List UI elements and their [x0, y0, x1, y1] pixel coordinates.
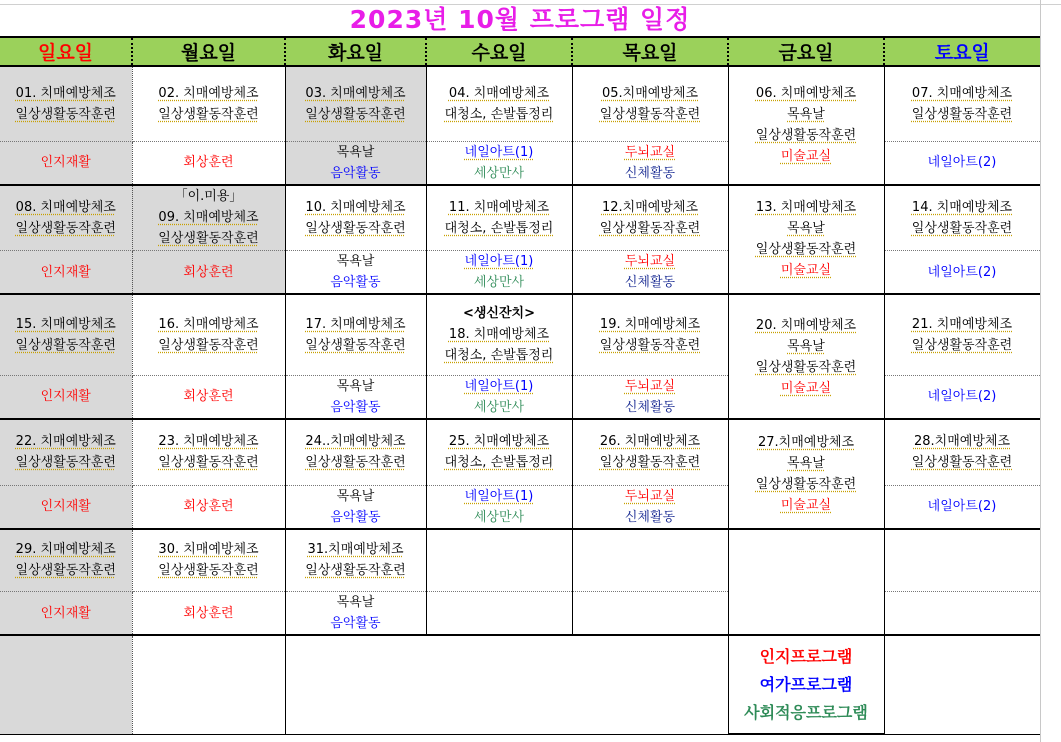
day-5-line1: 05.치매예방체조 — [601, 85, 699, 101]
day-12-line2: 일상생활동작훈련 — [599, 220, 701, 236]
header-tuesday: 화요일 — [285, 37, 426, 66]
day-1-program: 인지재활 — [40, 155, 91, 170]
day-30-cell — [132, 529, 285, 592]
day-17-program-2: 음악활동 — [330, 399, 381, 415]
day-17-line1: 17. 치매예방체조 — [305, 316, 406, 332]
empty-cell — [572, 529, 728, 592]
day-18-cell — [426, 294, 572, 375]
day-13-line3: 일상생활동작훈련 — [755, 242, 857, 258]
day-7-program-cell — [884, 141, 1040, 185]
day-8-line2: 일상생활동작훈련 — [15, 220, 116, 236]
week-2-activities-row — [0, 185, 1040, 251]
day-25-cell — [426, 419, 572, 485]
day-25-line2: 대청소, 손발톱정리 — [444, 455, 554, 471]
day-13-line2: 목욕날 — [787, 221, 825, 237]
day-22-cell — [0, 419, 132, 485]
day-12-program-cell — [572, 251, 728, 295]
header-sunday: 일요일 — [0, 37, 132, 66]
day-10-program-1: 목욕날 — [336, 254, 375, 269]
legend-empty-cell — [0, 635, 132, 734]
day-24-program-1: 목욕날 — [336, 488, 375, 504]
day-2-cell — [132, 66, 285, 141]
header-friday: 금요일 — [728, 37, 884, 66]
day-9-program-cell — [132, 251, 285, 295]
day-16-program-cell — [132, 375, 285, 419]
legend-leisure: 여가프로그램 — [759, 674, 853, 694]
day-22-line2: 일상생활동작훈련 — [15, 455, 116, 471]
day-19-line1: 19. 치매예방체조 — [599, 316, 701, 332]
day-25-program-cell — [426, 485, 572, 529]
legend-row — [0, 635, 1040, 734]
day-2-line2: 일상생활동작훈련 — [158, 106, 259, 122]
day-28-program-cell — [884, 485, 1040, 529]
day-14-cell — [884, 185, 1040, 251]
day-18-program-1: 네일아트(1) — [464, 378, 534, 394]
day-13-cell — [728, 185, 884, 295]
day-28-cell — [884, 419, 1040, 485]
empty-cell — [884, 592, 1040, 636]
day-30-line1: 30. 치매예방체조 — [158, 542, 259, 558]
day-26-line2: 일상생활동작훈련 — [599, 455, 701, 471]
week-5-programs-row — [0, 592, 1040, 636]
header-thursday: 목요일 — [572, 37, 728, 66]
day-21-program-cell — [884, 375, 1040, 419]
day-27-line3: 일상생활동작훈련 — [755, 476, 857, 492]
day-18-program-2: 세상만사 — [473, 399, 525, 415]
day-20-program: 미술교실 — [780, 380, 832, 396]
day-3-line1: 03. 치매예방체조 — [305, 85, 406, 101]
day-31-cell — [285, 529, 426, 592]
day-24-line2: 일상생활동작훈련 — [305, 455, 406, 471]
day-4-program-cell — [426, 141, 572, 185]
day-15-program-cell — [0, 375, 132, 419]
day-15-cell — [0, 294, 132, 375]
day-14-line1: 14. 치매예방체조 — [911, 199, 1013, 215]
day-31-line2: 일상생활동작훈련 — [305, 563, 406, 579]
day-29-program-cell — [0, 592, 132, 636]
day-18-line2: 대청소, 손발톱정리 — [444, 348, 554, 364]
day-11-line1: 11. 치매예방체조 — [448, 199, 550, 215]
day-23-cell — [132, 419, 285, 485]
day-25-line1: 25. 치매예방체조 — [448, 434, 550, 450]
day-19-program-2: 신체활동 — [624, 399, 676, 415]
day-31-program-cell — [285, 592, 426, 636]
day-14-line2: 일상생활동작훈련 — [911, 220, 1013, 236]
day-12-cell — [572, 185, 728, 251]
day-11-program-cell — [426, 251, 572, 295]
day-26-program-1: 두뇌교실 — [624, 488, 676, 504]
day-18-event: <생신잔치> — [462, 306, 536, 322]
day-11-program-2: 세상만사 — [473, 275, 525, 290]
day-2-program-cell — [132, 141, 285, 185]
header-monday: 월요일 — [132, 37, 285, 66]
day-31-line1: 31.치매예방체조 — [307, 542, 404, 558]
day-17-program-cell — [285, 375, 426, 419]
day-16-line2: 일상생활동작훈련 — [158, 337, 259, 353]
week-4-activities-row — [0, 419, 1040, 485]
day-9-event: 「이.미용」 — [174, 189, 243, 205]
day-6-line2: 목욕날 — [787, 107, 825, 123]
day-28-line1: 28.치매예방체조 — [913, 434, 1011, 450]
day-23-program: 회상훈련 — [183, 499, 234, 514]
day-9-line1: 09. 치매예방체조 — [158, 210, 259, 226]
day-31-program-1: 목욕날 — [336, 595, 375, 610]
legend-empty-cell — [132, 635, 285, 734]
header-saturday: 토요일 — [884, 37, 1040, 66]
header-wednesday: 수요일 — [426, 37, 572, 66]
day-10-program-cell — [285, 251, 426, 295]
day-27-cell — [728, 419, 884, 529]
day-25-program-2: 세상만사 — [473, 509, 525, 525]
day-1-line2: 일상생활동작훈련 — [15, 106, 116, 122]
day-23-line1: 23. 치매예방체조 — [158, 434, 259, 450]
day-1-cell — [0, 66, 132, 141]
empty-cell — [426, 592, 572, 636]
legend-empty-cell — [285, 635, 728, 734]
day-10-program-2: 음악활동 — [330, 275, 381, 290]
weekday-header-row — [0, 37, 1040, 66]
page-right-edge — [1040, 0, 1041, 742]
day-2-line1: 02. 치매예방체조 — [158, 85, 259, 101]
day-23-program-cell — [132, 485, 285, 529]
day-30-program-cell — [132, 592, 285, 636]
day-26-program-cell — [572, 485, 728, 529]
day-9-line2: 일상생활동작훈련 — [158, 231, 259, 247]
day-3-line2: 일상생활동작훈련 — [305, 106, 406, 122]
day-29-cell — [0, 529, 132, 592]
day-5-program-cell — [572, 141, 728, 185]
week-3-programs-row — [0, 375, 1040, 419]
day-26-program-2: 신체활동 — [624, 509, 676, 525]
day-5-line2: 일상생활동작훈련 — [599, 106, 701, 122]
week-5-activities-row — [0, 529, 1040, 592]
page-title: 2023년 10월 프로그램 일정 — [349, 5, 691, 34]
day-5-cell — [572, 66, 728, 141]
day-17-line2: 일상생활동작훈련 — [305, 337, 406, 353]
day-29-line2: 일상생활동작훈련 — [15, 563, 116, 579]
day-18-program-cell — [426, 375, 572, 419]
day-11-program-1: 네일아트(1) — [464, 254, 534, 269]
day-15-line1: 15. 치매예방체조 — [15, 316, 116, 332]
week-1-programs-row — [0, 141, 1040, 185]
day-28-line2: 일상생활동작훈련 — [911, 455, 1013, 471]
day-27-program: 미술교실 — [780, 497, 832, 513]
day-24-line1: 24..치매예방체조 — [305, 434, 406, 450]
day-13-line1: 13. 치매예방체조 — [755, 200, 857, 216]
day-20-line3: 일상생활동작훈련 — [755, 359, 857, 375]
legend-empty-cell — [884, 635, 1040, 734]
day-19-line2: 일상생활동작훈련 — [599, 337, 701, 353]
week-2-programs-row — [0, 251, 1040, 295]
day-26-line1: 26. 치매예방체조 — [599, 434, 701, 450]
day-7-line1: 07. 치매예방체조 — [911, 85, 1013, 101]
day-9-cell — [132, 185, 285, 251]
day-16-line1: 16. 치매예방체조 — [158, 316, 259, 332]
day-17-cell — [285, 294, 426, 375]
day-15-program: 인지재활 — [40, 389, 91, 405]
day-6-cell — [728, 66, 884, 185]
legend-cognitive: 인지프로그램 — [759, 646, 853, 666]
day-11-line2: 대청소, 손발톱정리 — [444, 220, 554, 236]
day-8-line1: 08. 치매예방체조 — [15, 199, 116, 215]
empty-cell — [572, 592, 728, 636]
day-22-program: 인지재활 — [40, 499, 91, 514]
day-28-program: 네일아트(2) — [927, 499, 997, 514]
day-22-program-cell — [0, 485, 132, 529]
day-22-line1: 22. 치매예방체조 — [15, 434, 116, 450]
day-7-cell — [884, 66, 1040, 141]
day-17-program-1: 목욕날 — [336, 378, 375, 394]
week-1-activities-row — [0, 66, 1040, 141]
day-4-program-2: 세상만사 — [473, 165, 525, 181]
day-16-cell — [132, 294, 285, 375]
day-5-program-2: 신체활동 — [624, 165, 676, 181]
day-1-line1: 01. 치매예방체조 — [15, 85, 116, 101]
day-7-program: 네일아트(2) — [927, 155, 997, 170]
day-4-line1: 04. 치매예방체조 — [448, 85, 550, 101]
day-6-line1: 06. 치매예방체조 — [755, 86, 857, 102]
day-3-program-cell — [285, 141, 426, 185]
day-21-cell — [884, 294, 1040, 375]
day-8-cell — [0, 185, 132, 251]
day-24-cell — [285, 419, 426, 485]
day-12-program-2: 신체활동 — [624, 275, 676, 290]
day-25-program-1: 네일아트(1) — [464, 488, 534, 504]
day-24-program-2: 음악활동 — [330, 509, 381, 525]
day-18-line1: 18. 치매예방체조 — [448, 327, 550, 343]
day-2-program: 회상훈련 — [183, 155, 234, 170]
day-29-line1: 29. 치매예방체조 — [15, 542, 116, 558]
day-8-program-cell — [0, 251, 132, 295]
day-20-line2: 목욕날 — [787, 338, 825, 354]
day-3-program-1: 목욕날 — [336, 144, 375, 160]
day-10-line1: 10. 치매예방체조 — [305, 199, 406, 215]
day-6-program: 미술교실 — [780, 149, 832, 165]
day-12-line1: 12.치매예방체조 — [601, 199, 699, 215]
day-10-cell — [285, 185, 426, 251]
empty-cell — [728, 529, 884, 636]
day-21-line1: 21. 치매예방체조 — [911, 316, 1013, 332]
day-26-cell — [572, 419, 728, 485]
day-14-program-cell — [884, 251, 1040, 295]
day-23-line2: 일상생활동작훈련 — [158, 455, 259, 471]
calendar-table — [0, 36, 1041, 735]
day-24-program-cell — [285, 485, 426, 529]
day-16-program: 회상훈련 — [183, 389, 234, 405]
day-27-line2: 목욕날 — [787, 455, 825, 471]
day-21-program: 네일아트(2) — [927, 389, 997, 405]
day-27-line1: 27.치매예방체조 — [757, 434, 855, 450]
day-3-program-2: 음악활동 — [330, 165, 381, 181]
day-30-line2: 일상생활동작훈련 — [158, 563, 259, 579]
day-21-line2: 일상생활동작훈련 — [911, 337, 1013, 353]
day-29-program: 인지재활 — [40, 605, 91, 621]
day-19-cell — [572, 294, 728, 375]
day-19-program-1: 두뇌교실 — [624, 378, 676, 394]
legend-social: 사회적응프로그램 — [744, 702, 868, 722]
day-30-program: 회상훈련 — [183, 605, 234, 621]
day-1-program-cell — [0, 141, 132, 185]
day-8-program: 인지재활 — [40, 264, 91, 280]
week-3-activities-row — [0, 294, 1040, 375]
legend-cell — [728, 635, 884, 734]
day-15-line2: 일상생활동작훈련 — [15, 337, 116, 353]
day-4-line2: 대청소, 손발톱정리 — [444, 106, 554, 122]
empty-cell — [884, 529, 1040, 592]
day-6-line3: 일상생활동작훈련 — [755, 128, 857, 144]
day-7-line2: 일상생활동작훈련 — [911, 106, 1013, 122]
day-19-program-cell — [572, 375, 728, 419]
empty-cell — [426, 529, 572, 592]
day-3-cell — [285, 66, 426, 141]
day-31-program-2: 음악활동 — [330, 616, 381, 631]
day-20-cell — [728, 294, 884, 419]
day-5-program-1: 두뇌교실 — [624, 144, 676, 160]
day-9-program: 회상훈련 — [183, 264, 234, 280]
day-11-cell — [426, 185, 572, 251]
day-12-program-1: 두뇌교실 — [624, 254, 676, 269]
day-20-line1: 20. 치매예방체조 — [755, 317, 857, 333]
week-4-programs-row — [0, 485, 1040, 529]
day-10-line2: 일상생활동작훈련 — [305, 220, 406, 236]
day-13-program: 미술교실 — [780, 263, 832, 279]
day-4-program-1: 네일아트(1) — [464, 144, 534, 160]
day-4-cell — [426, 66, 572, 141]
day-14-program: 네일아트(2) — [927, 264, 997, 280]
